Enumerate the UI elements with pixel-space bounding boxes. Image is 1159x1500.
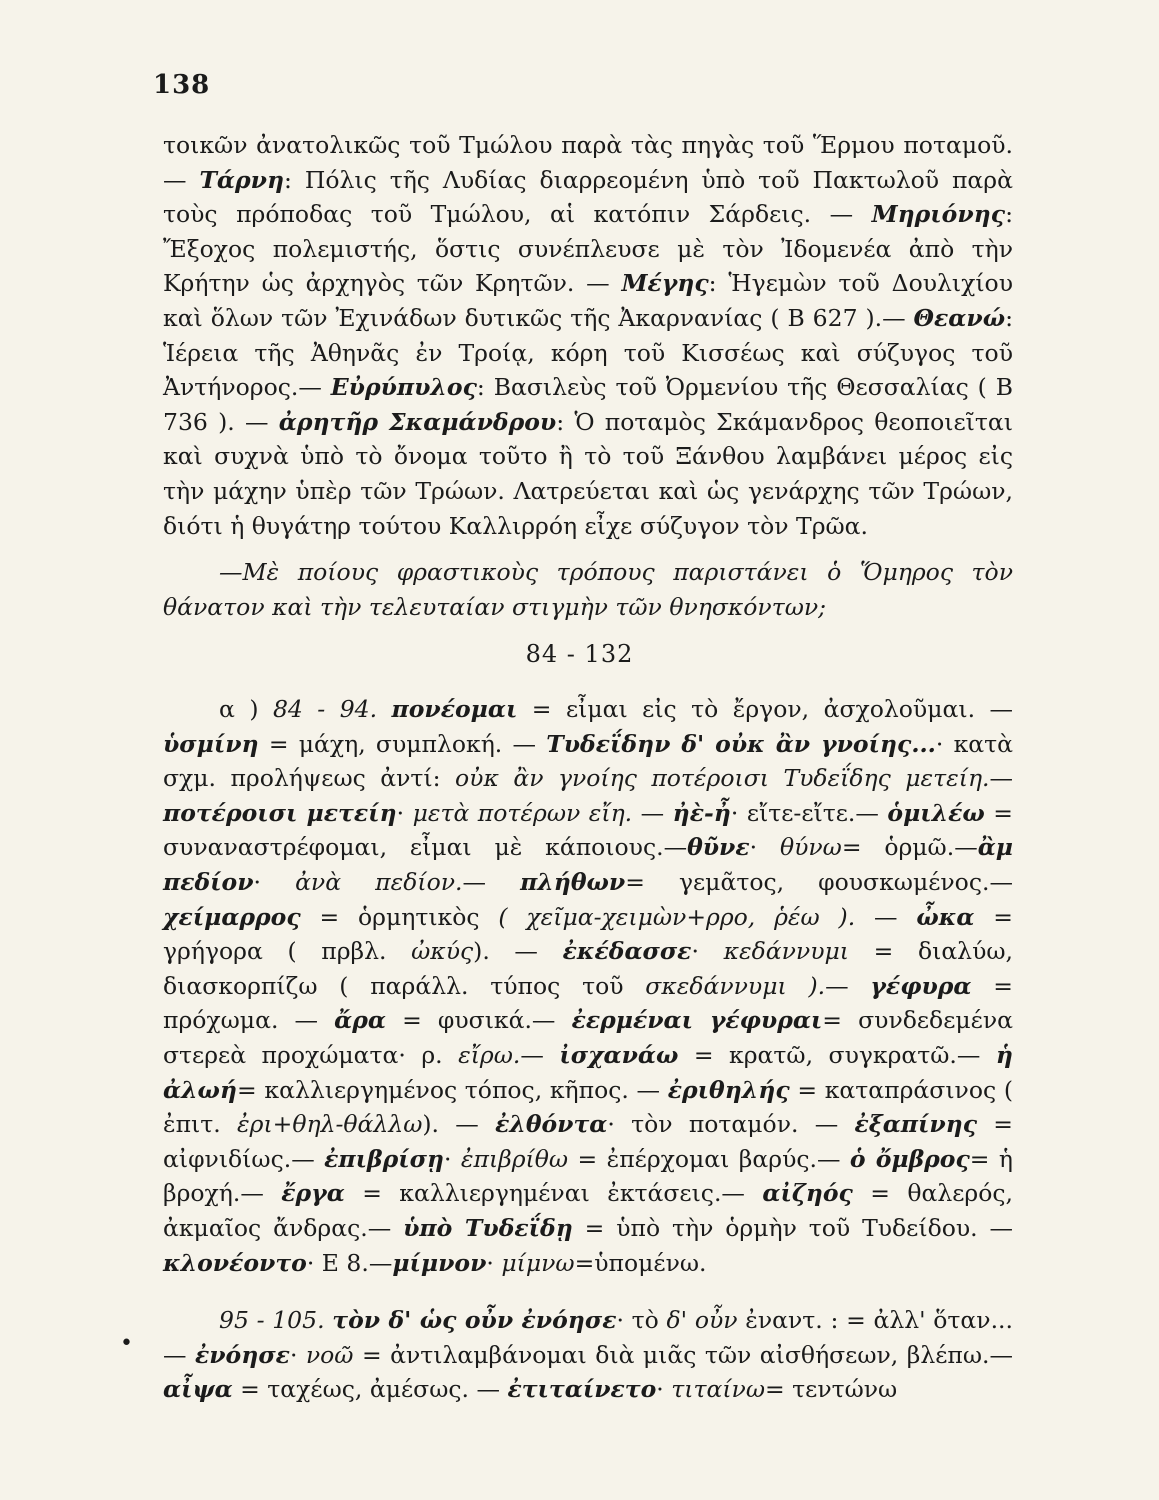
text-run: : Ἡγεμὼν τοῦ Δουλιχίου καὶ ὅλων τῶν Ἐχινάδων δυτικῶς τῆς Ἀκαρνανίας ( Β 627 ).— [163,269,1013,332]
text-run: = τεντώνω [764,1375,898,1404]
text-run: · Ε 8.— [306,1248,393,1277]
text-run: — [632,798,673,827]
text-run: = ἀντιλαμβάνομαι διὰ μιᾶς τῶν αἰσθήσεων, βλέπω.— [353,1340,1013,1369]
text-run: = γεμᾶτος, φουσκωμένος.— [625,867,1013,896]
text-run: ). — [473,937,563,966]
text-run: = φυσικά.— [385,1006,572,1035]
intro-paragraph [163,128,1013,543]
text-run: = καλλιεργημέναι ἐκτάσεις.— [344,1179,763,1208]
text-run: μίμνω [501,1248,575,1277]
term: ἀρητῆρ Σκαμάνδρου [278,407,557,436]
section-range-heading: 84 - 132 [525,640,634,668]
term: ἠὲ-ἦ [672,798,731,827]
text-run: · [656,1375,672,1404]
text-run: : Βασιλεὺς τοῦ Ὀρμενίου τῆς Θεσσαλίας ( Β 736 ). — [163,373,1013,436]
text-run: : Πόλις τῆς Λυδίας διαρρεομένη ὑπὸ τοῦ Πακτωλοῦ παρὰ τοὺς πρόποδας τοῦ Τμώλου, αἱ κατόπιν Σάρδεις. — [163,165,1013,229]
term: θῦνε [687,833,750,862]
text-run: εἴρω. [458,1040,521,1069]
text-run: = ἐπέρχομαι βαρύς.— [568,1144,850,1173]
text-run: =ὑπομένω. [574,1248,707,1277]
term: ἐριθηλής [667,1075,790,1104]
text-run: · [253,867,296,896]
term: ποτέροισι μετείη [163,798,397,827]
term: ὁμιλέω [887,798,985,827]
term: χείμαρρος [163,902,301,931]
text-run: : Ἔξοχος πολεμιστής, ὅστις συνέπλευσε μὲ τὸν Ἰδομενέα ἀπὸ τὴν Κρήτην ὡς ἀρχηγὸς τῶν Κρητῶν. — [163,200,1013,298]
gloss-paragraph-a [163,692,1013,1280]
text-run: · [691,937,724,966]
text-run: = θαλερός, ἀκμαῖος ἄνδρας.— [163,1179,1014,1242]
text-run: · τὸ [616,1306,667,1334]
text-run: = ταχέως, ἀμέσως. — [232,1375,508,1404]
term: Τυδεΐδην δ' οὐκ ἂν γνοίης... [546,729,936,758]
text-run: · εἴτε-εἴτε.— [730,798,888,827]
term: αἶψα [163,1375,233,1404]
text-run: — [520,1040,560,1069]
text-run: τοικῶν ἀνατολικῶς τοῦ Τμώλου παρὰ τὰς πηγὰς τοῦ Ἕρμου ποταμοῦ. — [163,131,1013,194]
text-run: · [396,798,413,827]
text-run: ἐπιβρίθω [460,1144,569,1173]
term: πλήθων [520,867,626,896]
text-run: = κρατῶ, συγκρατῶ.— [678,1040,996,1069]
text-run: — [989,764,1013,793]
text-run: · [749,833,780,862]
term: αἰζηός [762,1179,853,1208]
text-run: ἀνὰ πεδίον. [295,867,463,896]
term: τὸν δ' ὡς οὖν ἐνόησε [332,1306,617,1334]
term: Τάρνη [199,165,285,194]
term: Μέγης [621,269,709,298]
term: ἐπιβρίσῃ [324,1144,444,1173]
term: ἄρα [334,1006,386,1035]
text-run: = καταπράσινος ( ἐπιτ. [163,1075,1013,1139]
text-run: = γρήγορα ( πρβλ. [163,902,1013,966]
text-run: ). — [422,1110,496,1139]
text-run: · [444,1144,461,1173]
text-run: = ὁρμῶ.— [841,833,978,862]
text-run: ( χεῖμα-χειμὼν+ρρο, ῥέω ). [498,902,856,931]
term: Μηριόνης [871,200,1006,229]
margin-bullet: • [120,1331,133,1356]
term: ὑσμίνη [163,729,259,758]
text-run: = διαλύω, διασκορπίζω ( παράλλ. τύπος τοῦ [163,937,1013,1000]
text-run: — [855,902,917,931]
verse-range: 95 - 105. [219,1306,325,1334]
term: ὦκα [916,902,975,931]
term: ἔργα [281,1179,345,1208]
text-run: · [486,1248,502,1277]
term: πονέομαι [391,695,518,723]
gloss-paragraph-b [163,1303,1013,1407]
text-run: : Ὁ ποταμὸς Σκάμανδρος θεοποιεῖται καὶ συχνὰ ὑπὸ τὸ ὄνομα τοῦτο ἢ τὸ τοῦ Ξάνθου λαμβάνει μέρος εἰς τὴν μάχην ὑπὲρ τῶν Τρώων. Λατρεύεται καὶ ὡς γενάρχης τῶν Τρώων, διότι ἡ θυγάτηρ τούτου Καλλιρρόη εἶχε σύζυγον τὸν Τρῶα. [163,407,1013,540]
text-run: ἐρι+θηλ-θάλλω [237,1110,423,1139]
term: μίμνον [392,1248,487,1277]
text-run: μετὰ ποτέρων εἴη. [412,798,633,827]
text-run: = πρόχωμα. — [163,971,1013,1035]
term: ἐλθόντα [495,1110,608,1139]
text-run: ἐναντ. : = ἀλλ' ὅταν... — [163,1306,1013,1369]
text-run: : Ἱέρεια τῆς Ἀθηνᾶς ἐν Τροίᾳ, κόρη τοῦ Κισσέως καὶ σύζυγος τοῦ Ἀντήνορος.— [163,303,1013,402]
study-question: —Μὲ ποίους φραστικοὺς τρόπους παριστάνει ὁ Ὅμηρος τὸν θάνατον καὶ τὴν τελευταίαν στιγμὴν τῶν θνησκόντων; [163,558,1013,621]
term: ἐνόησε [194,1340,290,1369]
term: Εὐρύπυλος [330,373,477,402]
text-run: σκεδάννυμι ). [645,971,826,1000]
term: ἡ ἀλωή [163,1040,1013,1104]
term: ἐερμέναι γέφυραι [571,1006,823,1035]
text-run: · τὸν ποταμόν. — [607,1110,855,1139]
text-run: νοῶ [305,1340,354,1369]
text-run: = συναναστρέφομαι, εἶμαι μὲ κάποιους.— [163,798,1013,862]
text-run: θύνω [779,833,842,862]
text-run: = ὁρμητικὸς [300,902,499,931]
term: ἐτιταίνετο [507,1375,657,1404]
term: Θεανώ [913,303,1006,332]
text-run: · [289,1340,306,1369]
text-run: — [825,971,871,1000]
page-number: 138 [153,70,211,100]
text-run: δ' οὖν [666,1306,738,1334]
text-run: τιταίνω [671,1375,765,1404]
text-run: = μάχη, συμπλοκή. — [258,729,547,758]
text-run: = ὑπὸ τὴν ὁρμὴν τοῦ Τυδείδου. — [572,1213,1014,1242]
text-run: = ἡ βροχή.— [163,1144,1013,1208]
text-run: — [462,867,521,896]
term: ἐξαπίνης [854,1110,978,1139]
text-run: = αἰφνιδίως.— [163,1110,1013,1173]
text-run: ὠκύς [411,937,474,966]
text-run: = συνδεδεμένα στερεὰ προχώματα· ρ. [163,1006,1013,1069]
text-run: = εἶμαι εἰς τὸ ἔργον, ἀσχολοῦμαι. — [517,695,1013,723]
text-run: = καλλιεργημένος τόπος, κῆπος. — [237,1075,668,1104]
term: ὁ ὄμβρος [849,1144,970,1173]
gloss-label: α ) [219,695,273,723]
text-run: κεδάννυμι [723,937,849,966]
term: κλονέοντο [163,1248,307,1277]
term: ἂμ πεδίον [163,833,1013,896]
term: ὑπὸ Τυδεΐδῃ [403,1213,573,1242]
text-run: · κατὰ σχμ. προλήψεως ἀντί: [163,729,1014,793]
term: γέφυρα [870,971,972,1000]
term: ἐκέδασσε [562,937,692,966]
text-run: οὐκ ἂν γνοίης ποτέροισι Τυδεΐδης μετείη. [455,764,990,793]
term: ἰσχανάω [559,1040,679,1069]
verse-range: 84 - 94. [272,695,378,723]
